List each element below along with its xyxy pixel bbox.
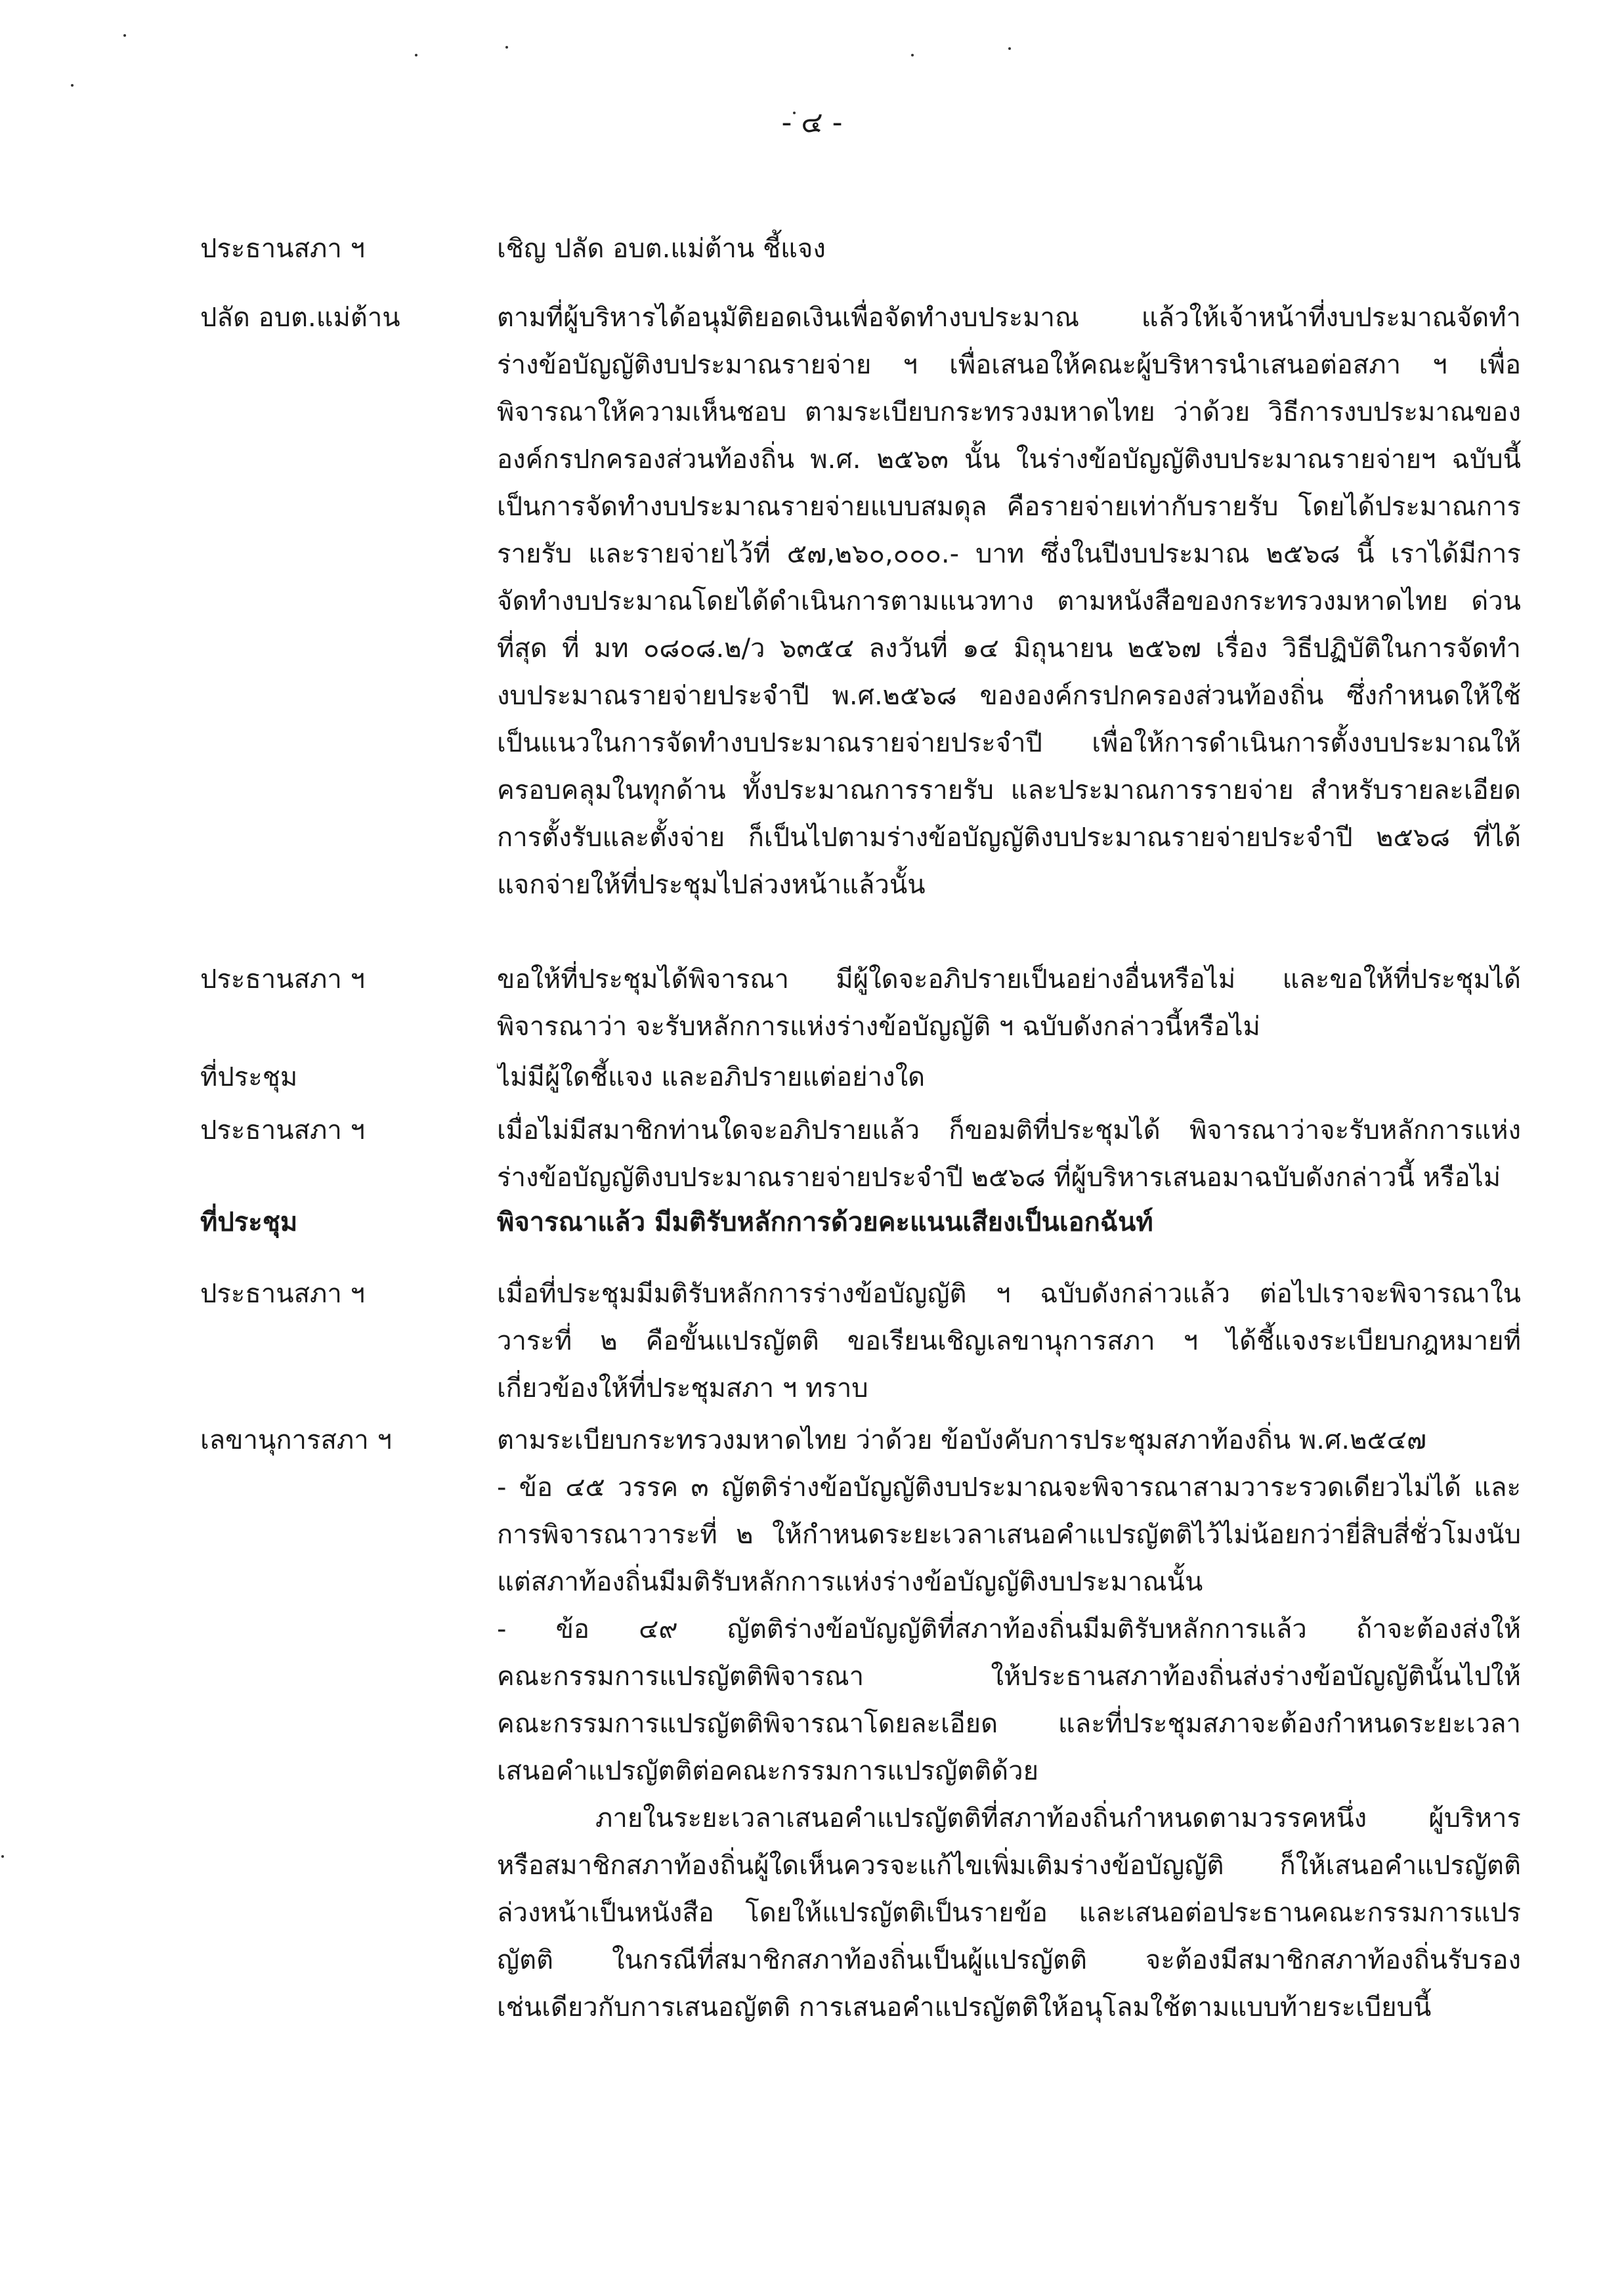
text-line: เมื่อที่ประชุมมีมติรับหลักการร่างข้อบัญญัติ ฯ ฉบับดังกล่าวแล้ว ต่อไปเราจะพิจารณาใน	[497, 1279, 1521, 1309]
text-line: เมื่อไม่มีสมาชิกท่านใดจะอภิปรายแล้ว ก็ขอมติที่ประชุมได้ พิจารณาว่าจะรับหลักการแห่ง	[497, 1115, 1521, 1146]
text-line: หรือสมาชิกสภาท้องถิ่นผู้ใดเห็นควรจะแก้ไขเพิ่มเติมร่างข้อบัญญัติ ก็ให้เสนอคำแปรญัตติ	[497, 1851, 1521, 1881]
text-line: แจกจ่ายให้ที่ประชุมไปล่วงหน้าแล้วนั้น	[497, 870, 926, 900]
text-line: ตามระเบียบกระทรวงมหาดไทย ว่าด้วย ข้อบังคับการประชุมสภาท้องถิ่น พ.ศ.๒๕๔๗	[497, 1425, 1427, 1455]
text-line: ที่สุด ที่ มท ๐๘๐๘.๒/ว ๖๓๕๔ ลงวันที่ ๑๔ มิถุนายน ๒๕๖๗ เรื่อง วิธีปฏิบัติในการจัดทำ	[497, 633, 1521, 664]
text-line: - ข้อ ๔๙ ญัตติร่างข้อบัญญัติที่สภาท้องถิ่นมีมติรับหลักการแล้ว ถ้าจะต้องส่งให้	[497, 1614, 1521, 1644]
entry-text	[497, 1107, 1521, 1201]
entry-text	[497, 1199, 1521, 1246]
text-line: พิจารณาว่า จะรับหลักการแห่งร่างข้อบัญญัติ ฯ ฉบับดังกล่าวนี้หรือไม่	[497, 1012, 1260, 1042]
speaker-label: ที่ประชุม	[200, 1062, 298, 1092]
text-line: วาระที่ ๒ คือขั้นแปรญัตติ ขอเรียนเชิญเลขานุการสภา ฯ ได้ชี้แจงระเบียบกฎหมายที่	[497, 1326, 1521, 1356]
entry-text	[497, 1270, 1521, 1412]
text-line: ล่วงหน้าเป็นหนังสือ โดยให้แปรญัตติเป็นรายข้อ และเสนอต่อประธานคณะกรรมการแปร	[497, 1898, 1521, 1928]
scan-speck	[1, 1855, 4, 1858]
text-line: จัดทำงบประมาณโดยได้ดำเนินการตามแนวทาง ตามหนังสือของกระทรวงมหาดไทย ด่วน	[497, 586, 1521, 616]
speaker-label: ประธานสภา ฯ	[200, 1115, 365, 1146]
entry-text	[497, 1054, 1521, 1101]
text-line: เสนอคำแปรญัตติต่อคณะกรรมการแปรญัตติด้วย	[497, 1756, 1038, 1786]
text-line: รายรับ และรายจ่ายไว้ที่ ๕๗,๒๖๐,๐๐๐.- บาท ซึ่งในปีงบประมาณ ๒๕๖๘ นี้ เราได้มีการ	[497, 539, 1521, 569]
text-line: ครอบคลุมในทุกด้าน ทั้งประมาณการรายรับ และประมาณการรายจ่าย สำหรับรายละเอียด	[497, 775, 1521, 805]
scan-speck	[415, 54, 417, 56]
text-line: การพิจารณาวาระที่ ๒ ให้กำหนดระยะเวลาเสนอคำแปรญัตติไว้ไม่น้อยกว่ายี่สิบสี่ชั่วโมงนับ	[497, 1520, 1521, 1550]
text-line: ญัตติ ในกรณีที่สมาชิกสภาท้องถิ่นเป็นผู้แปรญัตติ จะต้องมีสมาชิกสภาท้องถิ่นรับรอง	[497, 1945, 1521, 1975]
text-line: เป็นการจัดทำงบประมาณรายจ่ายแบบสมดุล คือรายจ่ายเท่ากับรายรับ โดยได้ประมาณการ	[497, 492, 1521, 522]
scan-speck	[1008, 47, 1011, 50]
text-line: งบประมาณรายจ่ายประจำปี พ.ศ.๒๕๖๘ ขององค์กรปกครองส่วนท้องถิ่น ซึ่งกำหนดให้ใช้	[497, 681, 1521, 711]
text-line: ตามที่ผู้บริหารได้อนุมัติยอดเงินเพื่อจัดทำงบประมาณ แล้วให้เจ้าหน้าที่งบประมาณจัดทำ	[497, 303, 1521, 333]
text-line: เป็นแนวในการจัดทำงบประมาณรายจ่ายประจำปี เพื่อให้การดำเนินการตั้งงบประมาณให้	[497, 728, 1521, 758]
scan-speck	[911, 54, 914, 56]
text-line: เชิญ ปลัด อบต.แม่ต้าน ชี้แจง	[497, 234, 826, 264]
scan-speck	[505, 46, 508, 49]
scan-speck	[123, 34, 126, 37]
text-line: ไม่มีผู้ใดชี้แจง และอภิปรายแต่อย่างใด	[497, 1062, 926, 1092]
text-line: เช่นเดียวกับการเสนอญัตติ การเสนอคำแปรญัตติให้อนุโลมใช้ตามแบบท้ายระเบียบนี้	[497, 1992, 1432, 2023]
speaker-label: ปลัด อบต.แม่ต้าน	[200, 303, 400, 333]
page-number: - ๔ -	[781, 106, 843, 139]
scan-speck	[71, 84, 74, 87]
text-line: การตั้งรับและตั้งจ่าย ก็เป็นไปตามร่างข้อบัญญัติงบประมาณรายจ่ายประจำปี ๒๕๖๘ ที่ได้	[497, 823, 1521, 853]
text-line: ร่างข้อบัญญัติงบประมาณรายจ่าย ฯ เพื่อเสนอให้คณะผู้บริหารนำเสนอต่อสภา ฯ เพื่อ	[497, 350, 1521, 380]
text-line: แต่สภาท้องถิ่นมีมติรับหลักการแห่งร่างข้อบัญญัติงบประมาณนั้น	[497, 1567, 1203, 1597]
speaker-label: ประธานสภา ฯ	[200, 1279, 365, 1309]
speaker-label: ที่ประชุม	[200, 1207, 298, 1237]
text-line: พิจารณาให้ความเห็นชอบ ตามระเบียบกระทรวงมหาดไทย ว่าด้วย วิธีการงบประมาณของ	[497, 397, 1521, 427]
text-line: คณะกรรมการแปรญัตติพิจารณา ให้ประธานสภาท้องถิ่นส่งร่างข้อบัญญัตินั้นไปให้	[497, 1661, 1521, 1692]
text-line: - ข้อ ๔๕ วรรค ๓ ญัตติร่างข้อบัญญัติงบประมาณจะพิจารณาสามวาระรวดเดียวไม่ได้ และ	[497, 1472, 1521, 1503]
resolution-line: พิจารณาแล้ว มีมติรับหลักการด้วยคะแนนเสียงเป็นเอกฉันท์	[497, 1207, 1153, 1237]
entry-text	[497, 1417, 1521, 2031]
text-line: ร่างข้อบัญญัติงบประมาณรายจ่ายประจำปี ๒๕๖๘ ที่ผู้บริหารเสนอมาฉบับดังกล่าวนี้ หรือไม่	[497, 1163, 1501, 1193]
entry-text	[497, 294, 1521, 909]
entry-text	[497, 956, 1521, 1050]
text-line: คณะกรรมการแปรญัตติพิจารณาโดยละเอียด และที่ประชุมสภาจะต้องกำหนดระยะเวลา	[497, 1709, 1521, 1739]
text-line: ขอให้ที่ประชุมได้พิจารณา มีผู้ใดจะอภิปรายเป็นอย่างอื่นหรือไม่ และขอให้ที่ประชุมได้	[497, 964, 1521, 995]
text-line: เกี่ยวข้องให้ที่ประชุมสภา ฯ ทราบ	[497, 1373, 868, 1404]
speaker-label: ประธานสภา ฯ	[200, 234, 365, 264]
text-line: ภายในระยะเวลาเสนอคำแปรญัตติที่สภาท้องถิ่นกำหนดตามวรรคหนึ่ง ผู้บริหาร	[595, 1803, 1521, 1833]
speaker-label: ประธานสภา ฯ	[200, 964, 365, 995]
speaker-label: เลขานุการสภา ฯ	[200, 1425, 392, 1455]
text-line: องค์กรปกครองส่วนท้องถิ่น พ.ศ. ๒๕๖๓ นั้น ในร่างข้อบัญญัติงบประมาณรายจ่ายฯ ฉบับนี้	[497, 444, 1521, 475]
entry-text	[497, 225, 1521, 272]
